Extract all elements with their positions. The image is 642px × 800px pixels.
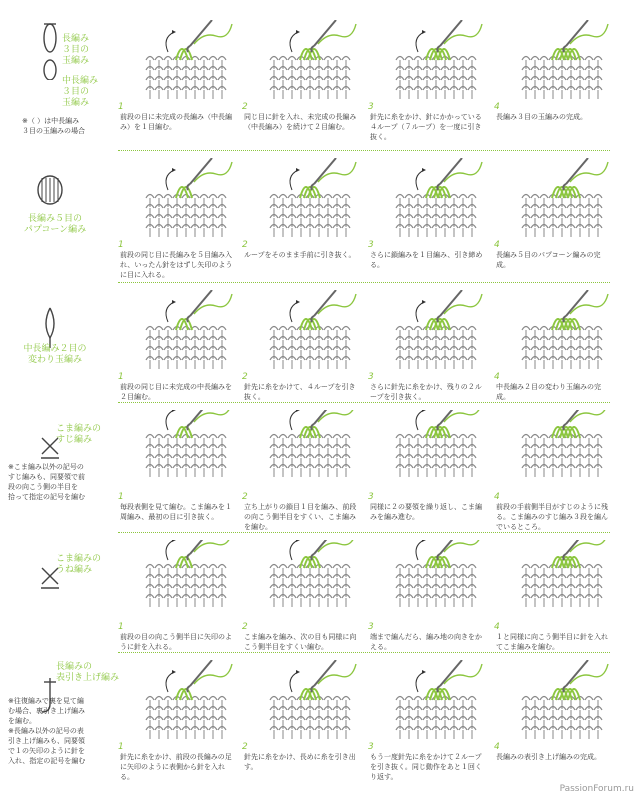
step-caption: 針先に糸をかけ、長めに糸を引き出す。 — [244, 753, 356, 771]
step-number: 4 — [494, 622, 500, 632]
step-caption: 同様に２の要領を繰り返し、こま編みを編み進む。 — [370, 503, 482, 521]
technique-step — [242, 158, 364, 286]
technique-title: 長編み ３目の 玉編み — [62, 34, 90, 66]
step-illustration — [118, 660, 240, 742]
step-number: 2 — [242, 372, 248, 382]
swatch-illustration — [396, 410, 482, 477]
swatch-illustration — [270, 20, 356, 99]
technique-step — [242, 20, 364, 152]
step-caption: 同じ目に針を入れ、未完成の長編み（中長編み）を続けて２目編む。 — [244, 113, 357, 131]
step-caption: 端まで編んだら、編み地の向きをかえる。 — [370, 633, 482, 651]
step-caption: 前段の同じ目に未完成の中長編みを２目編む。 — [120, 383, 232, 401]
step-caption: １と同様に向こう側半目に針を入れてこま編みを編む。 — [496, 633, 608, 651]
step-illustration — [118, 20, 240, 102]
technique-step — [494, 290, 616, 406]
technique-section — [0, 158, 642, 286]
step-illustration — [118, 290, 240, 372]
step-number: 1 — [118, 492, 124, 502]
step-number: 2 — [242, 622, 248, 632]
step-illustration — [242, 540, 364, 622]
technique-step — [494, 540, 616, 658]
technique-step — [242, 660, 364, 798]
step-illustration — [494, 410, 616, 492]
section-divider — [118, 282, 610, 283]
section-divider — [118, 652, 610, 653]
swatch-illustration — [396, 158, 482, 237]
step-number: 2 — [242, 102, 248, 112]
swatch-illustration — [270, 158, 356, 237]
section-divider — [118, 532, 610, 533]
step-caption: 針先に糸をかけ、針にかかっている４ループ（７ループ）を一度に引き抜く。 — [370, 113, 482, 141]
step-illustration — [242, 660, 364, 742]
section-divider — [118, 402, 610, 403]
step-caption: ループをそのまま手前に引き抜く。 — [244, 251, 356, 259]
step-caption: 立ち上がりの鎖目１目を編み、前段の向こう側半目をすくい、こま編みを編む。 — [244, 503, 357, 531]
swatch-illustration — [522, 410, 608, 477]
swatch-illustration — [522, 20, 608, 99]
technique-step — [368, 20, 490, 152]
step-illustration — [118, 540, 240, 622]
technique-title: こま編みの すじ編み — [56, 424, 102, 445]
step-illustration — [368, 20, 490, 102]
swatch-illustration — [146, 660, 232, 739]
technique-step — [368, 660, 490, 798]
step-number: 2 — [242, 240, 248, 250]
step-illustration — [368, 540, 490, 622]
technique-title: 長編み５目の パプコーン編み — [23, 214, 87, 235]
technique-step — [368, 290, 490, 406]
step-number: 4 — [494, 102, 500, 112]
step-caption: もう一度針先に糸をかけて２ループを引き抜く。同じ動作をあと１回くり返す。 — [370, 753, 482, 781]
swatch-illustration — [396, 20, 482, 99]
section-divider — [118, 150, 610, 151]
technique-step — [368, 410, 490, 538]
step-number: 1 — [118, 102, 124, 112]
step-illustration — [242, 290, 364, 372]
technique-title: 中長編み ３目の 玉編み — [62, 76, 99, 108]
step-number: 3 — [368, 240, 374, 250]
step-number: 1 — [118, 622, 124, 632]
step-caption: 前段の手前側半目がすじのように残る。こま編みのすじ編み３段を編んでいるところ。 — [496, 503, 608, 531]
step-illustration — [494, 290, 616, 372]
watermark: PassionForum.ru — [559, 784, 634, 794]
technique-step — [494, 158, 616, 286]
step-illustration — [494, 540, 616, 622]
step-illustration — [118, 158, 240, 240]
step-number: 2 — [242, 742, 248, 752]
step-caption: 針先に糸をかけ、前段の長編みの足に矢印のように表側から針を入れる。 — [120, 753, 232, 781]
technique-step — [368, 540, 490, 658]
technique-section — [0, 290, 642, 406]
step-caption: 長編みの表引き上げ編みの完成。 — [496, 753, 601, 761]
step-illustration — [368, 410, 490, 492]
swatch-illustration — [522, 158, 608, 237]
technique-step — [118, 158, 240, 286]
step-caption: 長編み３目の玉編みの完成。 — [496, 113, 587, 121]
swatch-illustration — [146, 158, 232, 237]
technique-section — [0, 20, 642, 152]
step-caption: 毎段表側を見て編む。こま編みを１周編み、最初の目に引き抜く。 — [120, 503, 232, 521]
technique-note: ※往復編みで裏を見て編 む場合、裏引き上げ編み を編む。 ※長編み以外の記号の表 引き上げ編みも、同要領 で１の矢印のように針を 入れ、指定の記号を編む — [8, 697, 86, 765]
technique-step — [118, 20, 240, 152]
swatch-illustration — [270, 540, 356, 607]
step-caption: 前段の目の向こう側半目に矢印のように針を入れる。 — [120, 633, 232, 651]
technique-step — [118, 410, 240, 538]
technique-step — [494, 660, 616, 798]
step-number: 1 — [118, 240, 124, 250]
step-caption: 長編み５目のパプコーン編みの完成。 — [496, 251, 601, 269]
technique-step — [242, 540, 364, 658]
technique-step — [494, 410, 616, 538]
swatch-illustration — [270, 660, 356, 739]
swatch-illustration — [522, 290, 608, 369]
technique-step — [242, 410, 364, 538]
step-number: 4 — [494, 492, 500, 502]
technique-section — [0, 540, 642, 658]
technique-step — [118, 660, 240, 798]
step-caption: 前段の同じ目に長編みを５目編み入れ、いったん針をはずし矢印のように目に入れる。 — [120, 251, 233, 279]
swatch-illustration — [146, 410, 232, 477]
step-illustration — [494, 20, 616, 102]
step-illustration — [242, 410, 364, 492]
technique-step — [118, 540, 240, 658]
swatch-illustration — [522, 660, 608, 739]
technique-step — [368, 158, 490, 286]
step-illustration — [242, 158, 364, 240]
step-number: 3 — [368, 492, 374, 502]
step-number: 1 — [118, 372, 124, 382]
technique-note: ※こま編み以外の記号の すじ編みも、同要領で前 段の向こう側の半目を 拾って指定の記号を編む — [8, 463, 85, 501]
swatch-illustration — [396, 290, 482, 369]
step-number: 3 — [368, 372, 374, 382]
step-number: 4 — [494, 372, 500, 382]
swatch-illustration — [146, 540, 232, 607]
swatch-illustration — [270, 410, 356, 477]
step-illustration — [242, 20, 364, 102]
swatch-illustration — [270, 290, 356, 369]
step-illustration — [118, 410, 240, 492]
step-number: 2 — [242, 492, 248, 502]
step-number: 3 — [368, 622, 374, 632]
swatch-illustration — [522, 540, 608, 607]
technique-title: こま編みの うね編み — [56, 554, 102, 575]
technique-title: 中長編み２目の 変わり玉編み — [23, 344, 87, 365]
swatch-illustration — [396, 660, 482, 739]
step-caption: さらに針先に糸をかけ、残りの２ループを引き抜く。 — [370, 383, 482, 401]
step-illustration — [368, 158, 490, 240]
step-number: 1 — [118, 742, 124, 752]
technique-section — [0, 660, 642, 798]
step-illustration — [368, 290, 490, 372]
technique-step — [242, 290, 364, 406]
step-caption: 中長編み２目の変わり玉編みの完成。 — [496, 383, 601, 401]
step-illustration — [368, 660, 490, 742]
step-number: 3 — [368, 102, 374, 112]
step-number: 4 — [494, 240, 500, 250]
swatch-illustration — [146, 20, 232, 99]
technique-section — [0, 410, 642, 538]
technique-title: 長編みの 表引き上げ編み — [56, 662, 120, 683]
step-illustration — [494, 660, 616, 742]
technique-step — [494, 20, 616, 152]
technique-step — [118, 290, 240, 406]
technique-note: ※（ ）は中長編み ３目の玉編みの場合 — [22, 117, 85, 135]
step-number: 3 — [368, 742, 374, 752]
step-illustration — [494, 158, 616, 240]
step-caption: さらに鎖編みを１目編み、引き締める。 — [370, 251, 483, 269]
step-number: 4 — [494, 742, 500, 752]
step-caption: 前段の目に未完成の長編み（中長編み）を１目編む。 — [120, 113, 232, 131]
swatch-illustration — [146, 290, 232, 369]
step-caption: 針先に糸をかけて、４ループを引き抜く。 — [244, 383, 356, 401]
swatch-illustration — [396, 540, 482, 607]
step-caption: こま編みを編み、次の目も同様に向こう側半目をすくい編む。 — [244, 633, 357, 651]
